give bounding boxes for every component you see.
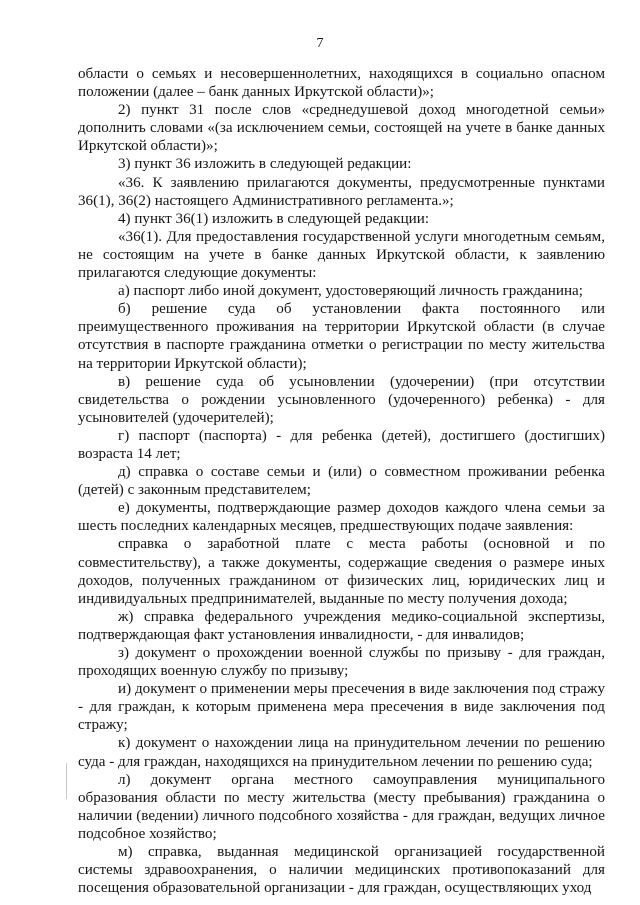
list-item-k: к) документ о нахождении лица на принудительном лечении по решению суда - для граждан, находящихся на принудительном лечении по решению суда; <box>78 735 605 770</box>
paragraph-item-2: 2) пункт 31 после слов «среднедушевой доход многодетной семьи» дополнить словами «(за исключением семьи, состоящей на учете в банке данных Иркутской области)»; <box>78 102 605 155</box>
list-item-a: а) паспорт либо иной документ, удостоверяющий личность гражданина; <box>118 283 583 300</box>
list-item-m: м) справка, выданная медицинской организацией государственной системы здравоохранения, о наличии медицинских противопоказаний для посещения образовательной организации - для граждан, осуществляющих уход <box>78 844 605 897</box>
list-item-b: б) решение суда об установлении факта постоянного или преимущественного проживания на территории Иркутской области (в случае отсутствия в паспорте гражданина отметки о регистрации по месту жительства на территории Иркутской области); <box>78 301 605 372</box>
list-item-zh: ж) справка федерального учреждения медико-социальной экспертизы, подтверждающая факт установления инвалидности, - для инвалидов; <box>78 608 605 643</box>
list-item-d: д) справка о составе семьи и (или) о совместном проживании ребенка (детей) с законным представителем; <box>78 464 605 499</box>
body-text <box>78 65 605 897</box>
paragraph-clause-36: «36. К заявлению прилагаются документы, предусмотренные пунктами 36(1), 36(2) настоящего Административного регламента.»; <box>78 174 605 209</box>
list-item-l: л) документ органа местного самоуправления муниципального образования области по месту жительства (месту пребывания) гражданина о наличии (ведении) личного подсобного хозяйства - для граждан, ведущих личное подсобное хозяйство; <box>78 771 605 842</box>
list-item-z: з) документ о прохождении военной службы по призыву - для граждан, проходящих военную службу по призыву; <box>78 645 605 680</box>
list-subitem-salary: справка о заработной плате с места работы (основной и по совместительству), а также документы, содержащие сведения о размере иных доходов, полученных гражданином от физических лиц, юридических лиц и индивидуальных предпринимателей, выданные по месту получения дохода; <box>78 536 605 607</box>
list-item-g: г) паспорт (паспорта) - для ребенка (детей), достигшего (достигших) возраста 14 лет; <box>78 427 605 462</box>
paragraph-continuation: области о семьях и несовершеннолетних, находящихся в социально опасном положении (далее – банк данных Иркутской области)»; <box>78 66 605 101</box>
list-item-e: е) документы, подтверждающие размер доходов каждого члена семьи за шесть последних календарных месяцев, предшествующих подаче заявления: <box>78 500 605 535</box>
page-number: 7 <box>316 36 324 51</box>
paragraph-item-3: 3) пункт 36 изложить в следующей редакции: <box>118 156 412 173</box>
scan-edge-mark <box>66 763 67 799</box>
paragraph-clause-36-1: «36(1). Для предоставления государственной услуги многодетным семьям, не состоящим на учете в банке данных Иркутской области, к заявлению прилагаются следующие документы: <box>78 228 605 282</box>
paragraph-item-4: 4) пункт 36(1) изложить в следующей редакции: <box>118 210 430 227</box>
list-item-i: и) документ о применении меры пресечения в виде заключения под стражу - для граждан, к которым применена мера пресечения в виде заключения под стражу; <box>78 681 605 734</box>
list-item-v: в) решение суда об усыновлении (удочерении) (при отсутствии свидетельства о рождении усыновленного (удочеренного) ребенка) - для усыновителей (удочерителей); <box>78 373 605 426</box>
